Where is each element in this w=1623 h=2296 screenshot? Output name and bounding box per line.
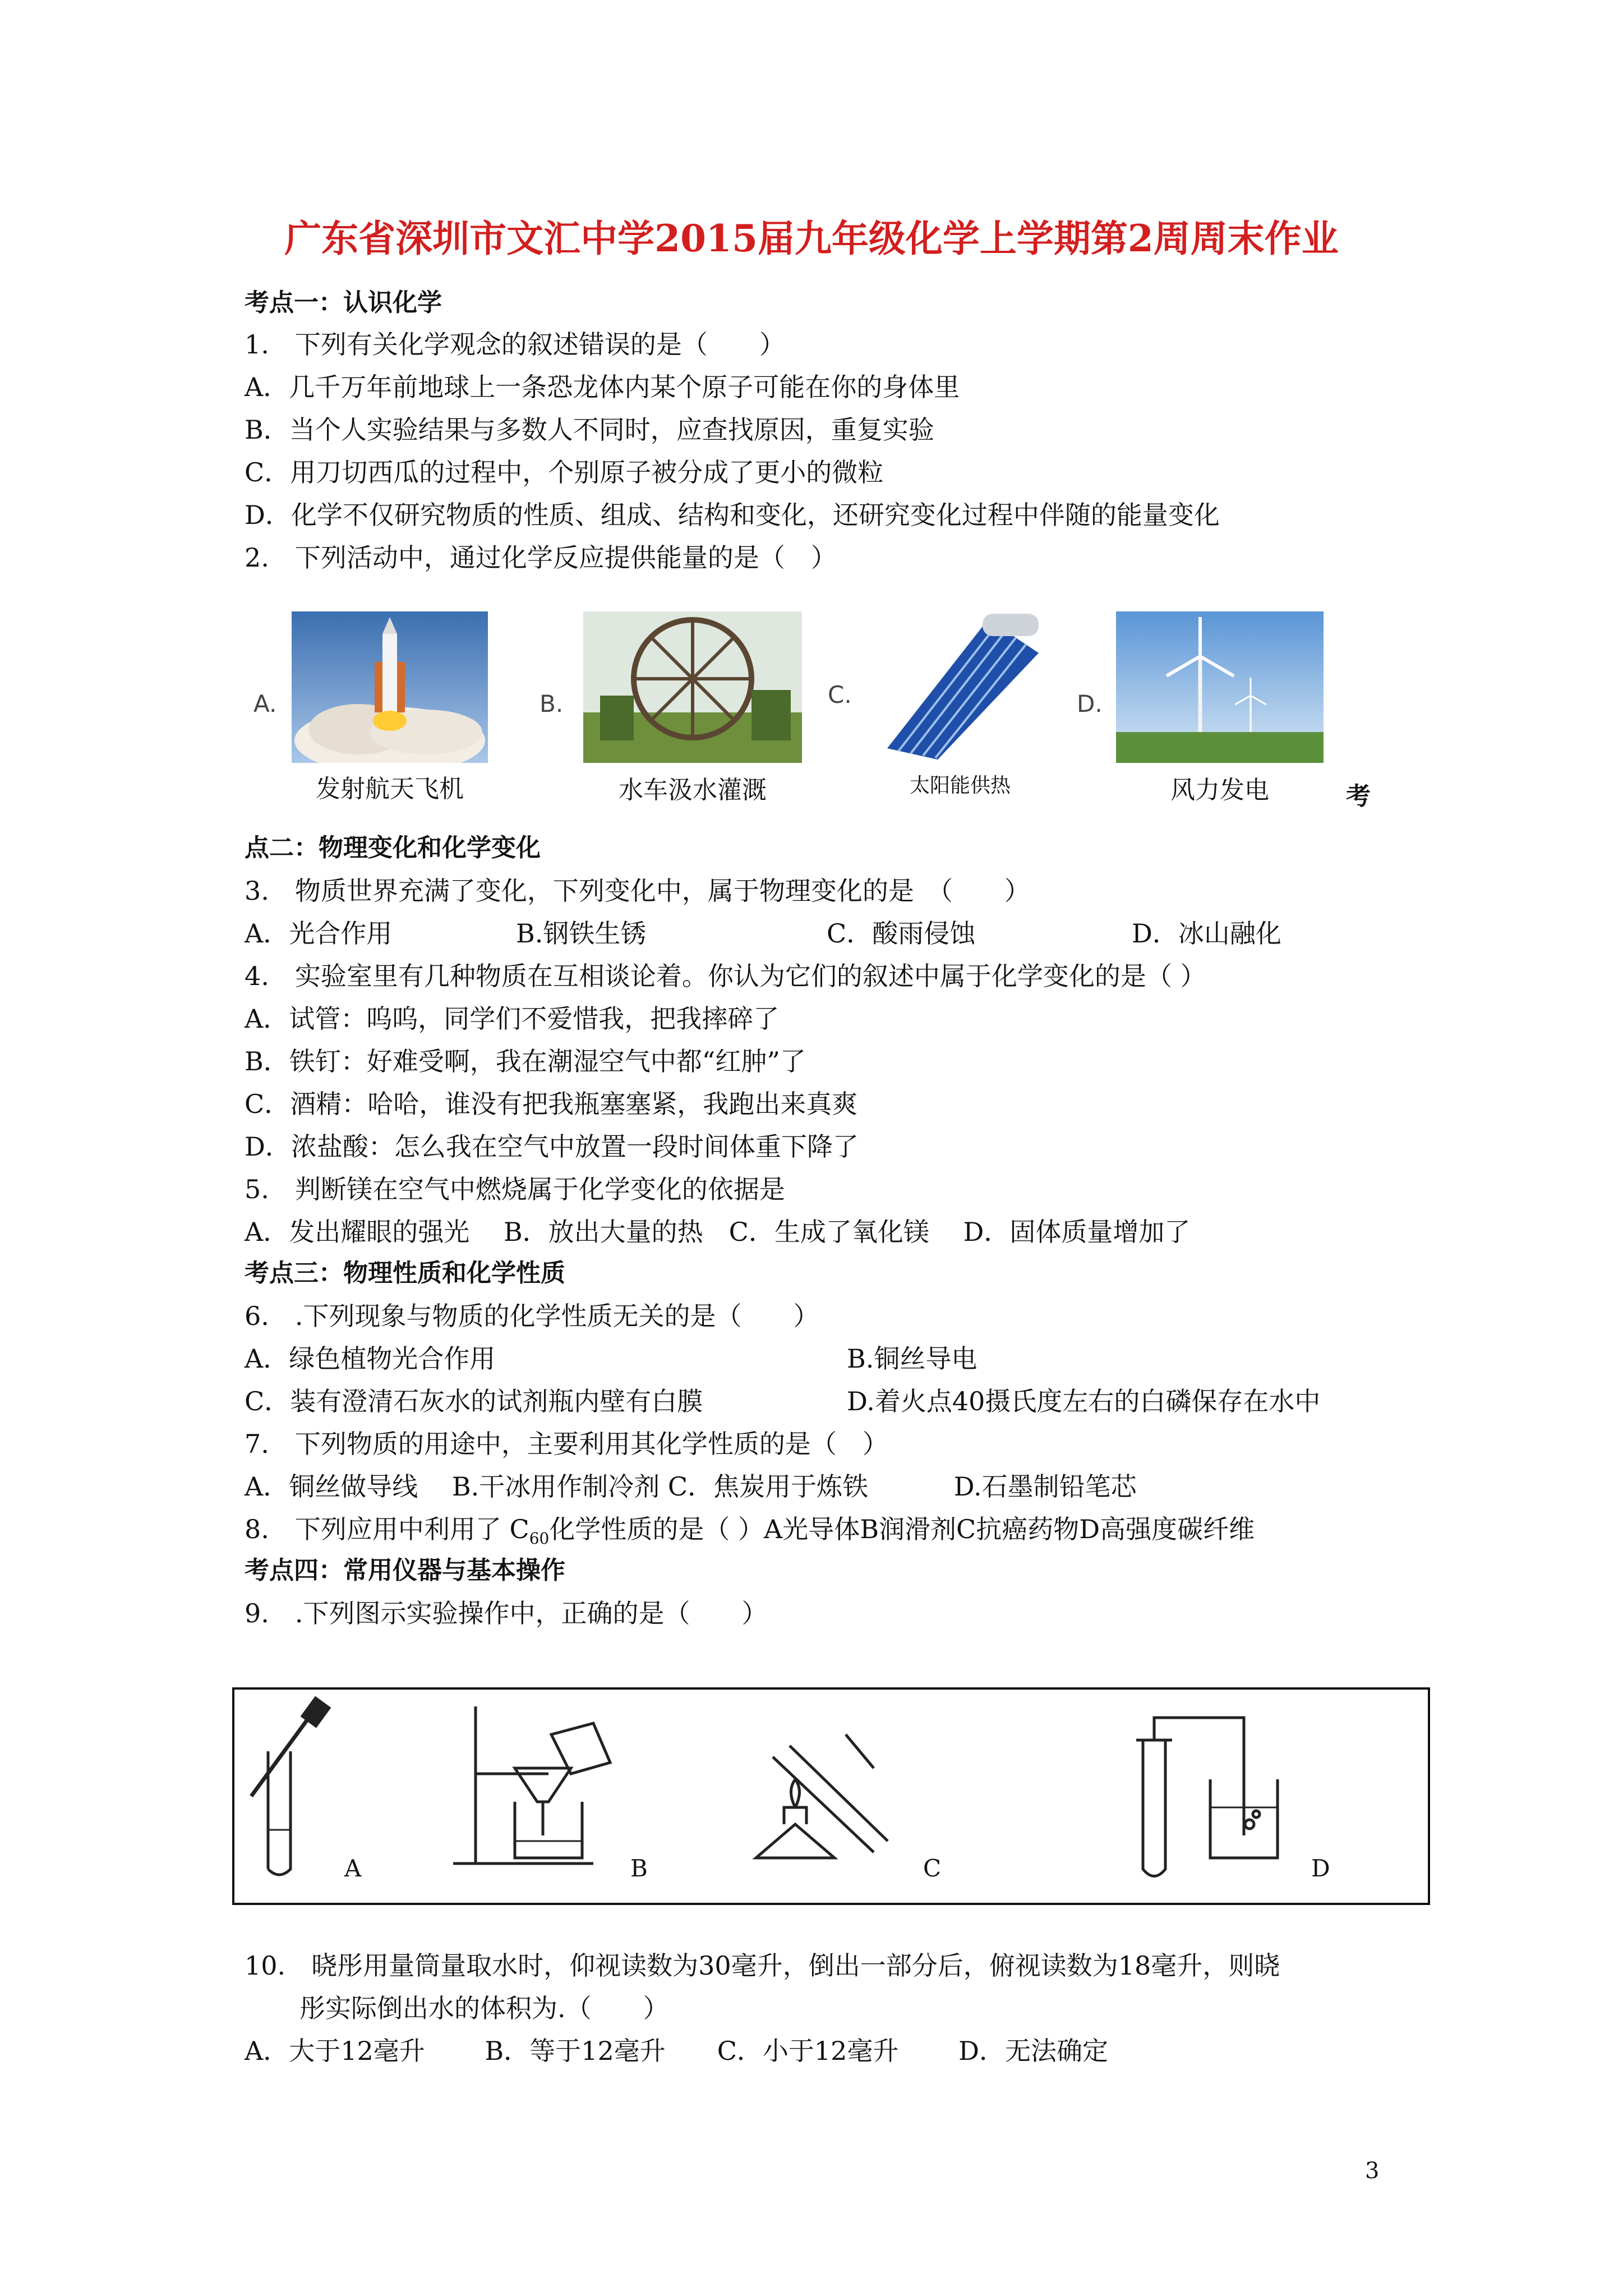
q2-image-b-letter: B. [540,690,564,717]
q1-option-d: D．化学不仅研究物质的性质、组成、结构和变化，还研究变化过程中伴随的能量变化 [245,500,1220,530]
q8-subscript: 60 [529,1529,550,1548]
solar-heater-image [876,608,1044,760]
q6-option-b: B.铜丝导电 [847,1343,978,1374]
section-heading-4: 考点四：常用仪器与基本操作 [245,1556,565,1585]
q10-options: A．大于12毫升 B．等于12毫升 C．小于12毫升 D．无法确定 [245,2036,1108,2066]
q3-option-d: D．冰山融化 [1132,918,1281,949]
q3-option-b: B.钢铁生锈 [516,918,647,949]
question-10-line-1: 10. 晓彤用量筒量取水时，仰视读数为30毫升，倒出一部分后，俯视读数为18毫升，则晓 [245,1950,1280,1981]
q2-image-d-letter: D. [1077,690,1103,717]
section-heading-3: 考点三：物理性质和化学性质 [245,1259,565,1287]
q9-label-b: B [630,1855,648,1882]
question-8 [245,1512,1255,1556]
q2-image-b-caption: 水车汲水灌溉 [619,776,767,804]
q7-options: A．铜丝做导线 B.干冰用作制冷剂 C．焦炭用于炼铁 D.石墨制铅笔芯 [245,1471,1137,1502]
q4-option-c: C．酒精：哈哈，谁没有把我瓶塞塞紧，我跑出来真爽 [245,1089,858,1119]
q2-image-a-caption: 发射航天飞机 [316,775,464,803]
question-7: 7. 下列物质的用途中，主要利用其化学性质的是（ ） [245,1429,888,1459]
question-2: 2. 下列活动中，通过化学反应提供能量的是（ ） [245,542,837,573]
question-10-line-2: 彤实际倒出水的体积为.（ ） [299,1993,669,2023]
question-5: 5. 判断镁在空气中燃烧属于化学变化的依据是 [245,1174,785,1204]
q2-image-d-caption: 风力发电 [1170,776,1269,804]
q8-text-end: 化学性质的是（ ）A光导体B润滑剂C抗癌药物D高强度碳纤维 [549,1514,1255,1544]
q1-option-b: B．当个人实验结果与多数人不同时，应查找原因，重复实验 [245,415,934,445]
wind-turbine-image [1116,611,1324,763]
question-1: 1. 下列有关化学观念的叙述错误的是（ ） [245,329,785,360]
q2-image-a-letter: A. [253,690,277,717]
page-title: 广东省深圳市文汇中学2015届九年级化学上学期第2周周末作业 [284,217,1339,260]
q1-option-c: C．用刀切西瓜的过程中，个别原子被分成了更小的微粒 [245,457,884,487]
q2-image-c-caption: 太阳能供热 [909,774,1011,797]
section-heading-2-start: 考 [1346,782,1371,811]
rocket-launch-image [292,611,488,763]
lab-operations-figure [232,1687,1430,1905]
q9-label-d: D [1311,1855,1330,1882]
question-9: 9. .下列图示实验操作中，正确的是（ ） [245,1598,768,1628]
q5-options: A．发出耀眼的强光 B．放出大量的热 C．生成了氧化镁 D．固体质量增加了 [245,1217,1191,1247]
q2-image-c-letter: C. [828,681,852,708]
water-wheel-image [583,611,802,763]
q8-text-start: 8. 下列应用中利用了 C [245,1514,529,1544]
q6-option-a: A．绿色植物光合作用 [245,1343,496,1374]
section-heading-2: 点二：物理变化和化学变化 [245,834,541,862]
question-6: 6. .下列现象与物质的化学性质无关的是（ ） [245,1301,819,1331]
q3-option-a: A．光合作用 [245,918,393,949]
section-heading-1: 考点一：认识化学 [245,288,442,317]
question-3: 3. 物质世界充满了变化，下列变化中，属于物理变化的是 （ ） [245,876,1030,906]
q3-option-c: C．酸雨侵蚀 [827,918,976,949]
q9-label-a: A [344,1855,362,1882]
q4-option-b: B．铁钉：好难受啊，我在潮湿空气中都“红肿”了 [245,1046,806,1076]
question-4: 4. 实验室里有几种物质在互相谈论着。你认为它们的叙述中属于化学变化的是（ ） [245,961,1206,991]
q4-option-d: D．浓盐酸：怎么我在空气中放置一段时间体重下降了 [245,1131,859,1162]
q4-option-a: A．试管：呜呜，同学们不爱惜我，把我摔碎了 [245,1004,780,1034]
q6-option-c: C．装有澄清石灰水的试剂瓶内壁有白膜 [245,1386,703,1416]
q6-option-d: D.着火点40摄氏度左右的白磷保存在水中 [847,1386,1321,1416]
q9-label-c: C [923,1855,942,1882]
q1-option-a: A．几千万年前地球上一条恐龙体内某个原子可能在你的身体里 [245,372,960,402]
page-number: 3 [1365,2158,1380,2184]
